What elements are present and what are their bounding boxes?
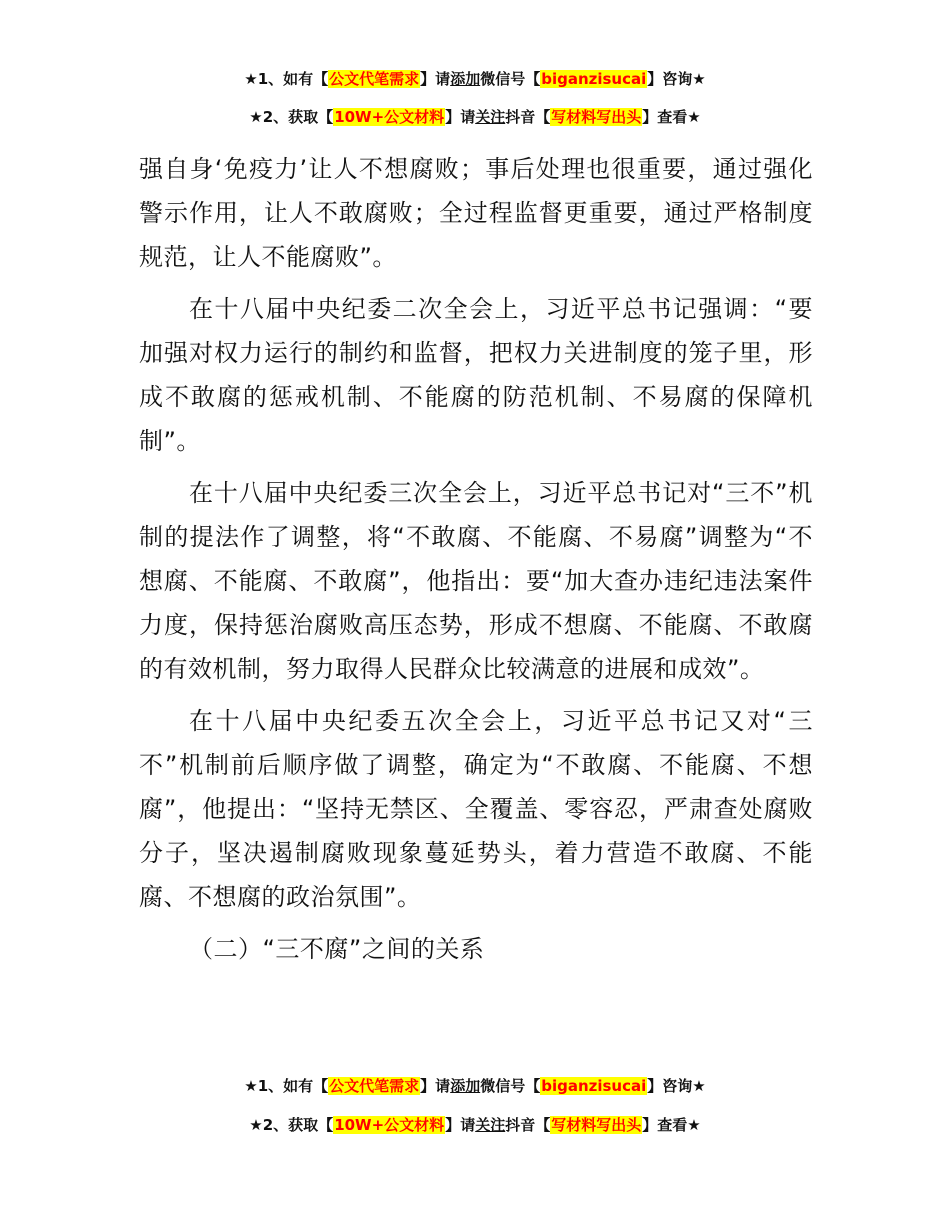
banner-suffix: 】查看★ (642, 108, 701, 126)
banner-prefix: ★1、如有【 (244, 1077, 329, 1095)
banner-text: 抖音【 (505, 108, 551, 126)
banner-underlined-follow: 关注 (475, 1116, 506, 1134)
banner-prefix: ★2、获取【 (249, 1116, 334, 1134)
header-banner-line-1 (0, 68, 950, 90)
section-heading: （二）“三不腐”之间的关系 (189, 935, 485, 963)
document-body (139, 147, 813, 971)
banner-text: 】请 (420, 1077, 451, 1095)
banner-suffix: 】查看★ (642, 1116, 701, 1134)
banner-highlight-wechat-id: biganzisucai (541, 70, 647, 88)
header-banner-line-2 (0, 106, 950, 128)
banner-suffix: 】咨询★ (647, 70, 706, 88)
banner-highlight-ghostwriting: 公文代笔需求 (329, 1077, 420, 1095)
banner-text: 抖音【 (505, 1116, 551, 1134)
paragraph-third-plenary: 在十八届中央纪委三次全会上，习近平总书记对“三不”机制的提法作了调整，将“不敢腐、不能腐、不易腐”调整为“不想腐、不能腐、不敢腐”，他指出：要“加大查办违纪违法案件力度，保持惩治腐败高压态势，形成不想腐、不能腐、不敢腐的有效机制，努力取得人民群众比较满意的进展和成效”。 (139, 479, 813, 683)
banner-underlined-add: 添加 (450, 70, 481, 88)
footer-banner-line-2 (0, 1114, 950, 1136)
banner-highlight-materials: 10W+公文材料 (334, 1116, 445, 1134)
footer-banner-line-1 (0, 1075, 950, 1097)
paragraph-second-plenary: 在十八届中央纪委二次全会上，习近平总书记强调：“要加强对权力运行的制约和监督，把权力关进制度的笼子里，形成不敢腐的惩戒机制、不能腐的防范机制、不易腐的保障机制”。 (139, 295, 813, 455)
banner-highlight-materials: 10W+公文材料 (334, 108, 445, 126)
banner-highlight-wechat-id: biganzisucai (541, 1077, 647, 1095)
banner-highlight-douyin-account: 写材料写出头 (551, 1116, 642, 1134)
banner-highlight-douyin-account: 写材料写出头 (551, 108, 642, 126)
banner-highlight-ghostwriting: 公文代笔需求 (329, 70, 420, 88)
paragraph-continuation: 强自身‘免疫力’让人不想腐败；事后处理也很重要，通过强化警示作用，让人不敢腐败；全过程监督更重要，通过严格制度规范，让人不能腐败”。 (139, 155, 813, 271)
banner-underlined-follow: 关注 (475, 108, 506, 126)
banner-prefix: ★1、如有【 (244, 70, 329, 88)
banner-text: 微信号【 (480, 1077, 541, 1095)
banner-text: 】请 (445, 108, 476, 126)
banner-prefix: ★2、获取【 (249, 108, 334, 126)
banner-text: 】请 (445, 1116, 476, 1134)
banner-text: 】请 (420, 70, 451, 88)
banner-underlined-add: 添加 (450, 1077, 481, 1095)
banner-text: 微信号【 (480, 70, 541, 88)
paragraph-fifth-plenary: 在十八届中央纪委五次全会上，习近平总书记又对“三不”机制前后顺序做了调整，确定为“不敢腐、不能腐、不想腐”，他提出：“坚持无禁区、全覆盖、零容忍，严肃查处腐败分子，坚决遏制腐败现象蔓延势头，着力营造不敢腐、不能腐、不想腐的政治氛围”。 (139, 707, 813, 911)
banner-suffix: 】咨询★ (647, 1077, 706, 1095)
